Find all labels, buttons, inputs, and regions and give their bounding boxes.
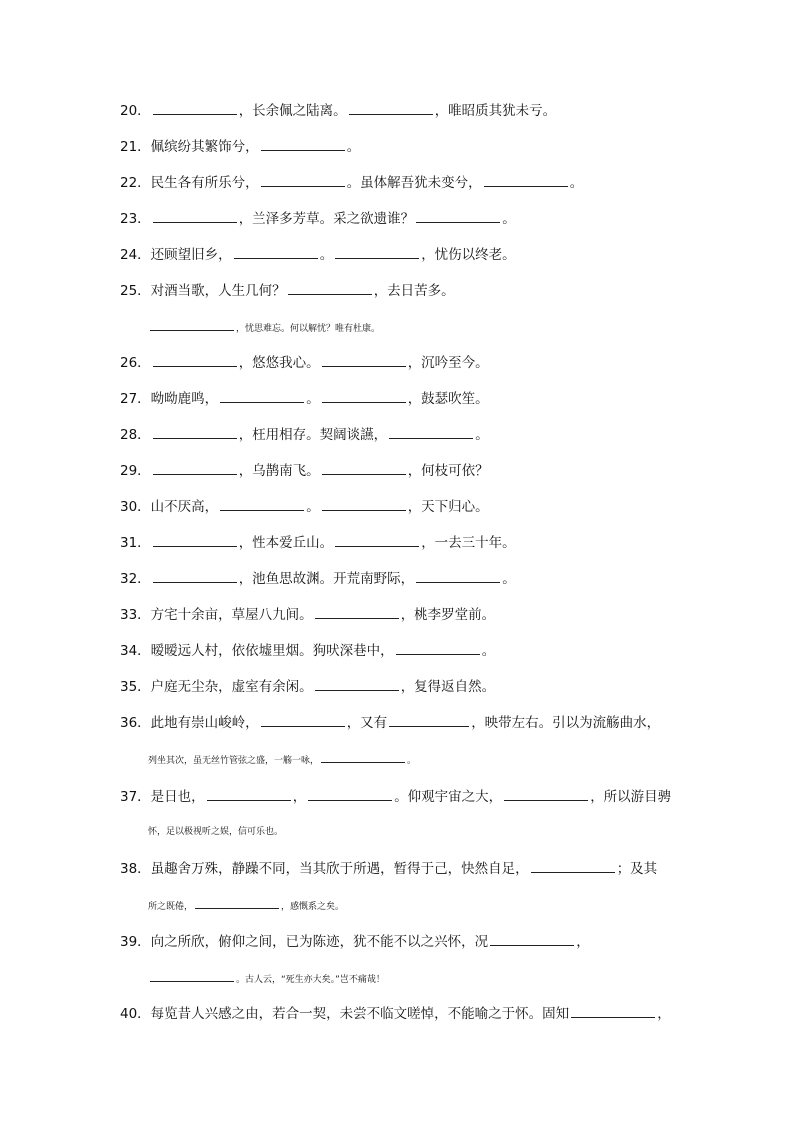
question-text: 。: [319, 247, 334, 263]
question-text: ，性本爱丘山。: [238, 535, 334, 551]
question-text: 。: [481, 643, 496, 659]
answer-blank[interactable]: [234, 244, 318, 259]
question-text: 。: [502, 211, 516, 227]
question-text: 29．: [120, 463, 151, 479]
answer-blank[interactable]: [308, 786, 392, 801]
answer-blank[interactable]: [220, 496, 304, 511]
question-text: 列坐其次，虽无丝竹管弦之盛，一觞一咏，: [148, 756, 320, 766]
answer-blank[interactable]: [322, 352, 406, 367]
question-26: [120, 352, 680, 373]
question-32: [120, 568, 680, 589]
question-text: 。: [306, 391, 320, 407]
question-text: ，: [576, 934, 590, 950]
answer-blank[interactable]: [389, 712, 469, 727]
question-text: 。: [346, 139, 361, 155]
answer-blank[interactable]: [207, 786, 291, 801]
question-text: 37．是日也，: [120, 789, 205, 805]
question-text: 34．暧暧远人村，依依墟里烟。狗吠深巷中，: [120, 643, 394, 659]
answer-blank[interactable]: [396, 640, 480, 655]
answer-blank[interactable]: [261, 172, 345, 187]
question-text: ，鼓瑟吹笙。: [407, 391, 489, 407]
question-text: 。: [407, 756, 417, 766]
question-21: [120, 136, 680, 157]
question-text: ，长余佩之陆离。: [238, 103, 347, 119]
question-text: 。: [475, 427, 489, 443]
question-text: 27．呦呦鹿鸣，: [120, 391, 219, 407]
question-text: 36．此地有崇山峻岭，: [120, 715, 259, 731]
question-text: ，兰泽多芳草。采之欲遗谁？: [238, 211, 415, 227]
question-39-continued: [148, 967, 708, 990]
question-27: [120, 388, 680, 409]
question-text: ，又有: [346, 715, 388, 731]
question-40: [120, 1003, 680, 1024]
question-34: [120, 640, 680, 661]
question-text: ，桃李罗堂前。: [400, 607, 496, 623]
question-text: ，天下归心。: [407, 499, 489, 515]
question-text: ，枉用相存。契阔谈讌，: [238, 427, 388, 443]
question-25: [120, 280, 680, 301]
question-text: 40．每览昔人兴感之由，若合一契，未尝不临文嗟悼，不能喻之于怀。固知: [120, 1006, 570, 1022]
question-text: ，何枝可依？: [407, 463, 489, 479]
answer-blank[interactable]: [315, 676, 399, 691]
question-33: [120, 604, 680, 625]
question-28: [120, 424, 680, 445]
answer-blank[interactable]: [220, 388, 304, 403]
question-38: [120, 858, 680, 879]
question-23: [120, 208, 680, 229]
question-text: ，复得返自然。: [400, 679, 496, 695]
answer-blank[interactable]: [153, 352, 237, 367]
question-text: 35．户庭无尘杂，虚室有余闲。: [120, 679, 313, 695]
answer-blank[interactable]: [150, 316, 234, 331]
question-36-continued: [148, 748, 708, 771]
question-text: 33．方宅十余亩，草屋八九间。: [120, 607, 313, 623]
answer-blank[interactable]: [571, 1003, 655, 1018]
question-text: ，去日苦多。: [373, 283, 455, 299]
question-text: ，一去三十年。: [421, 535, 516, 551]
answer-blank[interactable]: [490, 931, 574, 946]
answer-blank[interactable]: [153, 532, 237, 547]
question-text: ，乌鹊南飞。: [238, 463, 320, 479]
answer-blank[interactable]: [261, 136, 345, 151]
answer-blank[interactable]: [484, 172, 568, 187]
question-text: 26．: [120, 355, 151, 371]
answer-blank[interactable]: [335, 244, 419, 259]
question-text: 。古人云，“死生亦大矣。”岂不痛哉！: [236, 975, 385, 985]
question-text: 39．向之所欣，俯仰之间，已为陈迹，犹不能不以之兴怀，况: [120, 934, 489, 950]
answer-blank[interactable]: [150, 967, 234, 982]
answer-blank[interactable]: [531, 858, 615, 873]
question-text: ；及其: [616, 861, 658, 877]
question-text: 30．山不厌高，: [120, 499, 219, 515]
question-text: 22．民生各有所乐兮，: [120, 175, 259, 191]
question-20: [120, 100, 680, 121]
answer-blank[interactable]: [416, 208, 500, 223]
answer-blank[interactable]: [349, 100, 433, 115]
question-text: ，感慨系之矣。: [281, 902, 345, 912]
answer-blank[interactable]: [153, 568, 237, 583]
answer-blank[interactable]: [322, 460, 406, 475]
question-text: 23．: [120, 211, 151, 227]
answer-blank[interactable]: [504, 786, 588, 801]
question-31: [120, 532, 680, 553]
answer-blank[interactable]: [153, 460, 237, 475]
question-text: 24．还顾望旧乡，: [120, 247, 232, 263]
question-text: 31．: [120, 535, 151, 551]
answer-blank[interactable]: [195, 894, 279, 909]
question-text: ，: [292, 789, 307, 805]
question-text: 所之既倦，: [148, 902, 194, 912]
question-35: [120, 676, 680, 697]
question-text: ，所以游目骋: [590, 789, 672, 805]
question-text: ，忧伤以终老。: [421, 247, 516, 263]
question-text: 21．佩缤纷其繁饰兮，: [120, 139, 259, 155]
answer-blank[interactable]: [335, 532, 419, 547]
question-text: 怀，足以极视听之娱，信可乐也。: [148, 827, 284, 837]
answer-blank[interactable]: [315, 604, 399, 619]
question-37: [120, 786, 680, 807]
answer-blank[interactable]: [153, 100, 237, 115]
question-text: ，唯昭质其犹未亏。: [434, 103, 557, 119]
answer-blank[interactable]: [288, 280, 372, 295]
question-text: 。: [306, 499, 320, 515]
question-text: 。: [502, 571, 516, 587]
question-22: [120, 172, 680, 193]
question-text: 。虽体解吾犹未变兮，: [346, 175, 482, 191]
answer-blank[interactable]: [389, 424, 473, 439]
answer-blank[interactable]: [322, 496, 406, 511]
question-25-continued: [148, 316, 708, 339]
question-text: ，沉吟至今。: [407, 355, 489, 371]
question-text: ，悠悠我心。: [238, 355, 320, 371]
question-text: 。: [569, 175, 584, 191]
question-text: 32．: [120, 571, 151, 587]
question-text: 38．虽趣舍万殊，静躁不同，当其欣于所遇，暂得于己，快然自足，: [120, 861, 529, 877]
question-text: ，映带左右。引以为流觞曲水，: [471, 715, 661, 731]
question-text: 20．: [120, 103, 151, 119]
answer-blank[interactable]: [322, 388, 406, 403]
question-29: [120, 460, 680, 481]
answer-blank[interactable]: [321, 748, 405, 763]
answer-blank[interactable]: [416, 568, 500, 583]
question-text: 25．对酒当歌，人生几何？: [120, 283, 286, 299]
question-text: ，池鱼思故渊。开荒南野际，: [238, 571, 415, 587]
question-39: [120, 931, 680, 952]
answer-blank[interactable]: [261, 712, 345, 727]
question-30: [120, 496, 680, 517]
answer-blank[interactable]: [153, 424, 237, 439]
question-text: 28．: [120, 427, 151, 443]
question-38-continued: [148, 894, 708, 917]
question-text: ，: [657, 1006, 671, 1022]
question-37-continued: [148, 822, 708, 842]
question-24: [120, 244, 680, 265]
question-text: ，忧思难忘。何以解忧？唯有杜康。: [236, 324, 381, 334]
answer-blank[interactable]: [153, 208, 237, 223]
question-text: 。仰观宇宙之大，: [394, 789, 503, 805]
question-36: [120, 712, 680, 733]
